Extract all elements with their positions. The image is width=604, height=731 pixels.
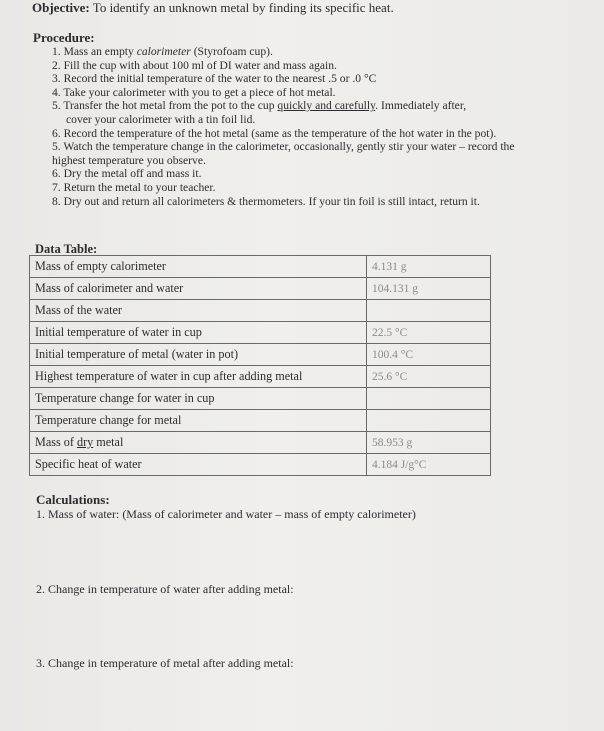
procedure-step <box>52 99 592 113</box>
procedure-step: 5. Watch the temperature change in the calorimeter, occasionally, gently stir your water – record the <box>52 140 515 154</box>
calculation-item-2: 2. Change in temperature of water after adding metal: <box>36 582 294 596</box>
row-label: Initial temperature of metal (water in pot) <box>30 344 367 366</box>
procedure-step: 8. Dry out and return all calorimeters & thermometers. If your tin foil is still intact, return it. <box>52 194 480 208</box>
row-label <box>30 432 367 454</box>
row-value: 25.6 °C <box>367 366 491 388</box>
row-label: Mass of empty calorimeter <box>30 256 367 278</box>
table-row <box>30 300 491 322</box>
procedure-step: 6. Record the temperature of the hot metal (same as the temperature of the hot water in the pot). <box>52 126 497 140</box>
table-row <box>30 344 491 366</box>
table-row <box>30 366 491 388</box>
calculation-item-3: 3. Change in temperature of metal after adding metal: <box>36 656 294 670</box>
table-row <box>30 256 491 278</box>
row-value <box>367 300 491 322</box>
step-text: 5. Transfer the hot metal from the pot to the cup <box>52 99 278 113</box>
procedure-step-continued: cover your calorimeter with a tin foil lid. <box>66 112 256 126</box>
row-value: 4.184 J/g°C <box>367 454 491 476</box>
table-row <box>30 432 491 454</box>
row-value <box>367 388 491 410</box>
row-label: Highest temperature of water in cup after adding metal <box>30 366 367 388</box>
table-row <box>30 388 491 410</box>
calculations-heading: Calculations: <box>36 492 110 507</box>
row-label: Mass of calorimeter and water <box>30 278 367 300</box>
table-row <box>30 278 491 300</box>
procedure-step-continued: highest temperature you observe. <box>52 153 206 167</box>
table-row <box>30 454 491 476</box>
row-value: 22.5 °C <box>367 322 491 344</box>
procedure-heading: Procedure: <box>33 30 95 45</box>
table-row <box>30 322 491 344</box>
step-text: 1. Mass an empty <box>52 45 137 58</box>
table-row <box>30 410 491 432</box>
procedure-step: 2. Fill the cup with about 100 ml of DI water and mass again. <box>52 58 337 72</box>
step-italic-text: calorimeter <box>136 45 191 58</box>
objective-label: Objective: <box>32 0 90 15</box>
procedure-steps <box>52 45 592 208</box>
row-label: Initial temperature of water in cup <box>30 322 367 344</box>
objective-line <box>32 0 394 16</box>
data-table <box>29 255 491 476</box>
row-label: Specific heat of water <box>30 454 367 476</box>
row-label: Mass of the water <box>30 300 367 322</box>
procedure-step: 6. Dry the metal off and mass it. <box>52 167 202 181</box>
label-text: metal <box>93 435 124 449</box>
objective-text: To identify an unknown metal by finding its specific heat. <box>92 0 394 15</box>
procedure-step: 3. Record the initial temperature of the water to the nearest .5 or .0 °C <box>52 72 377 86</box>
calculation-item-1: 1. Mass of water: (Mass of calorimeter and water – mass of empty calorimeter) <box>36 507 416 521</box>
row-value: 4.131 g <box>367 256 491 278</box>
procedure-step: 4. Take your calorimeter with you to get a piece of hot metal. <box>52 85 336 99</box>
row-value: 100.4 °C <box>367 344 491 366</box>
procedure-step: 7. Return the metal to your teacher. <box>52 180 216 194</box>
label-text: Mass of <box>35 435 77 449</box>
row-value: 58.953 g <box>367 432 491 454</box>
step-text: . Immediately after, <box>375 99 467 113</box>
step-underlined-text: quickly and carefully <box>277 99 376 113</box>
row-value <box>367 410 491 432</box>
row-label: Temperature change for water in cup <box>30 388 367 410</box>
label-underlined-text: dry <box>76 435 94 449</box>
step-text: (Styrofoam cup). <box>190 45 273 58</box>
row-value: 104.131 g <box>367 278 491 300</box>
row-label: Temperature change for metal <box>30 410 367 432</box>
procedure-step <box>52 45 592 59</box>
data-table-heading: Data Table: <box>35 242 98 256</box>
